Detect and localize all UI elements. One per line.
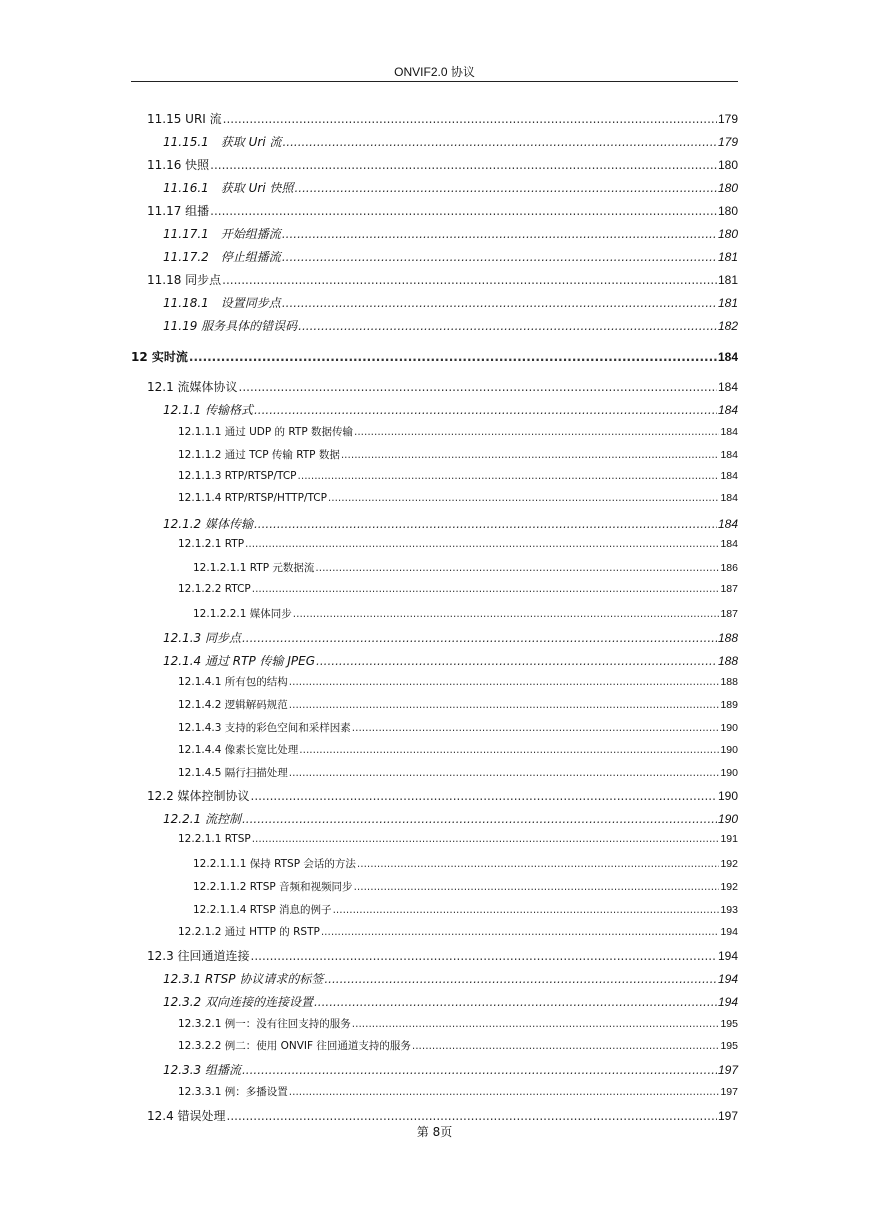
toc-leader-dots [252,583,720,595]
toc-entry[interactable] [163,401,738,418]
toc-entry[interactable] [147,202,738,219]
toc-entry-page-number: 180 [717,181,738,195]
toc-entry[interactable] [147,156,738,173]
toc-entry-label: 12.2.1 流控制 [163,812,241,826]
toc-leader-dots [227,1109,717,1123]
toc-entry-label: 12.4 错误处理 [147,1109,226,1123]
toc-leader-dots [412,1040,720,1052]
toc-entry[interactable] [178,924,738,939]
toc-entry[interactable] [193,879,738,894]
toc-entry-page-number: 180 [717,204,738,218]
toc-entry-label: 12 实时流 [131,350,188,364]
toc-leader-dots [352,722,720,734]
toc-entry[interactable] [178,447,738,462]
toc-entry-page-number: 181 [717,273,738,287]
toc-entry[interactable] [163,317,738,334]
toc-entry-label: 11.15.1 获取 Uri 流 [163,135,282,149]
toc-entry-page-number: 191 [720,833,738,845]
toc-entry[interactable] [147,947,738,964]
toc-entry-label: 12.1.3 同步点 [163,631,241,645]
toc-leader-dots [210,158,717,172]
toc-entry[interactable] [193,606,738,621]
toc-entry-page-number: 192 [720,881,738,893]
toc-leader-dots [254,403,717,417]
toc-entry-label: 12.1.4.3 支持的彩色空间和采样因素 [178,722,351,734]
toc-entry-page-number: 181 [717,250,738,264]
toc-leader-dots [210,204,717,218]
toc-entry-label: 12.3.2.2 例二：使用 ONVIF 往回通道支持的服务 [178,1040,411,1052]
toc-entry[interactable] [178,742,738,757]
toc-entry-page-number: 184 [720,492,738,504]
toc-entry-page-number: 184 [720,538,738,550]
toc-entry-page-number: 197 [717,1109,738,1123]
toc-entry-page-number: 190 [720,722,738,734]
toc-entry-label: 12.3 往回通道连接 [147,949,250,963]
toc-entry-page-number: 179 [717,112,738,126]
toc-leader-dots [222,273,717,287]
toc-leader-dots [293,608,720,620]
toc-entry[interactable] [163,179,738,196]
toc-leader-dots [189,350,717,364]
toc-entry-label: 12.2 媒体控制协议 [147,789,250,803]
toc-leader-dots [314,995,717,1009]
toc-entry-label: 12.1.2.1 RTP [178,538,245,550]
toc-entry-label: 12.1.4.5 隔行扫描处理 [178,767,288,779]
toc-entry-label: 12.1.1.2 通过 TCP 传输 RTP 数据 [178,449,340,461]
toc-leader-dots [242,631,717,645]
toc-entry-label: 12.3.3 组播流 [163,1063,241,1077]
toc-entry-label: 12.1.2.1.1 RTP 元数据流 [193,562,315,574]
toc-entry[interactable] [178,1038,738,1053]
toc-leader-dots [315,562,719,574]
toc-entry-label: 12.2.1.1.4 RTSP 消息的例子 [193,904,332,916]
toc-leader-dots [254,517,717,531]
toc-entry[interactable] [178,470,738,482]
toc-entry-label: 12.2.1.1.1 保持 RTSP 会话的方法 [193,858,356,870]
toc-entry[interactable] [163,993,738,1010]
toc-leader-dots [333,904,720,916]
toc-entry-page-number: 193 [720,904,738,916]
toc-entry-label: 12.1.2.2 RTCP [178,583,251,595]
toc-entry-label: 12.1.1.3 RTP/RTSP/TCP [178,470,297,482]
toc-entry-page-number: 180 [717,158,738,172]
toc-entry-page-number: 188 [717,654,738,668]
toc-entry-label: 11.17 组播 [147,204,210,218]
toc-leader-dots [289,699,720,711]
toc-entry-label: 11.16 快照 [147,158,210,172]
toc-entry-page-number: 184 [720,449,738,461]
toc-leader-dots [251,789,717,803]
toc-leader-dots [289,1086,720,1098]
toc-entry[interactable] [193,856,738,871]
toc-entry-page-number: 195 [720,1018,738,1030]
toc-entry[interactable] [163,1061,738,1078]
toc-leader-dots [298,319,717,333]
toc-entry-page-number: 187 [720,608,738,620]
toc-entry[interactable] [131,348,738,365]
toc-entry-label: 11.15 URI 流 [147,112,222,126]
toc-leader-dots [299,744,719,756]
toc-entry-page-number: 194 [717,949,738,963]
toc-leader-dots [357,858,720,870]
toc-entry[interactable] [163,248,738,265]
toc-entry[interactable] [178,697,738,712]
toc-entry-page-number: 187 [720,583,738,595]
toc-entry[interactable] [163,133,738,150]
toc-entry[interactable] [178,674,738,689]
toc-entry-page-number: 195 [720,1040,738,1052]
toc-entry[interactable] [147,1107,738,1124]
toc-leader-dots [341,449,720,461]
toc-entry[interactable] [178,492,738,504]
toc-leader-dots [298,470,720,482]
toc-leader-dots [321,926,720,938]
toc-entry[interactable] [163,225,738,242]
toc-entry-page-number: 188 [717,631,738,645]
toc-entry-label: 12.1.1.1 通过 UDP 的 RTP 数据传输 [178,426,353,438]
toc-entry-label: 11.18.1 设置同步点 [163,296,281,310]
toc-entry-page-number: 192 [720,858,738,870]
toc-entry-label: 11.17.2 停止组播流 [163,250,281,264]
toc-entry-label: 11.16.1 获取 Uri 快照 [163,181,294,195]
toc-entry-page-number: 190 [720,767,738,779]
toc-entry-label: 12.2.1.2 通过 HTTP 的 RSTP [178,926,320,938]
toc-entry-label: 11.19 服务具体的错误码 [163,319,298,333]
toc-entry-label: 12.1.4 通过 RTP 传输 JPEG [163,654,315,668]
toc-entry-label: 12.1.2 媒体传输 [163,517,253,531]
toc-entry[interactable] [178,833,738,845]
toc-entry-label: 11.17.1 开始组播流 [163,227,281,241]
toc-entry-page-number: 188 [720,676,738,688]
toc-entry[interactable] [163,810,738,827]
toc-entry[interactable] [178,1016,738,1031]
toc-entry-page-number: 190 [717,812,738,826]
toc-leader-dots [294,181,716,195]
toc-entry[interactable] [178,583,738,595]
toc-leader-dots [252,833,720,845]
toc-entry-label: 11.18 同步点 [147,273,222,287]
toc-entry[interactable] [163,652,738,669]
toc-entry-page-number: 184 [717,350,738,364]
toc-entry[interactable] [178,538,738,550]
toc-entry-page-number: 184 [717,403,738,417]
toc-entry[interactable] [178,720,738,735]
toc-entry[interactable] [178,424,738,439]
toc-entry-page-number: 184 [717,517,738,531]
toc-entry-label: 12.3.3.1 例：多播设置 [178,1086,288,1098]
toc-entry[interactable] [178,765,738,780]
toc-leader-dots [354,426,719,438]
toc-leader-dots [282,296,717,310]
toc-entry-page-number: 197 [720,1086,738,1098]
toc-entry-label: 12.1.4.2 逻辑解码规范 [178,699,288,711]
toc-leader-dots [282,250,717,264]
toc-leader-dots [282,227,717,241]
toc-entry-label: 12.1.2.2.1 媒体同步 [193,608,292,620]
toc-entry[interactable] [163,515,738,532]
toc-leader-dots [354,881,720,893]
toc-leader-dots [352,1018,720,1030]
toc-entry[interactable] [193,902,738,917]
toc-leader-dots [289,676,720,688]
toc-entry-page-number: 194 [720,926,738,938]
toc-entry-page-number: 184 [720,470,738,482]
toc-entry[interactable] [163,629,738,646]
toc-leader-dots [245,538,719,550]
toc-leader-dots [242,1063,717,1077]
toc-entry-page-number: 184 [720,426,738,438]
toc-entry-label: 12.3.2 双向连接的连接设置 [163,995,313,1009]
toc-entry-label: 12.3.2.1 例一：没有往回支持的服务 [178,1018,351,1030]
toc-entry-label: 12.1.1 传输格式 [163,403,253,417]
toc-leader-dots [239,380,717,394]
toc-entry-page-number: 194 [717,995,738,1009]
toc-leader-dots [324,972,717,986]
toc-entry-page-number: 179 [717,135,738,149]
toc-entry[interactable] [178,1084,738,1099]
toc-leader-dots [282,135,716,149]
toc-leader-dots [289,767,720,779]
toc-entry-label: 12.3.1 RTSP 协议请求的标签 [163,972,324,986]
toc-entry-label: 12.1.1.4 RTP/RTSP/HTTP/TCP [178,492,327,504]
toc-entry-page-number: 186 [720,562,738,574]
toc-entry-page-number: 190 [720,744,738,756]
toc-leader-dots [316,654,717,668]
toc-entry-page-number: 181 [717,296,738,310]
toc-leader-dots [223,112,717,126]
toc-entry[interactable] [147,110,738,127]
toc-entry-page-number: 190 [717,789,738,803]
toc-entry[interactable] [163,294,738,311]
toc-entry-page-number: 189 [720,699,738,711]
toc-entry[interactable] [147,378,738,395]
toc-entry-label: 12.2.1.1 RTSP [178,833,251,845]
page-header-title: ONVIF2.0 协议 [394,65,475,79]
toc-leader-dots [328,492,720,504]
toc-entry-page-number: 194 [717,972,738,986]
page-footer-number: 第 8页 [416,1125,453,1139]
toc-entry[interactable] [147,787,738,804]
toc-leader-dots [242,812,717,826]
toc-entry-page-number: 197 [717,1063,738,1077]
toc-entry[interactable] [163,970,738,987]
toc-entry[interactable] [147,271,738,288]
toc-entry[interactable] [193,560,738,575]
toc-entry-label: 12.1.4.1 所有包的结构 [178,676,288,688]
toc-entry-label: 12.1 流媒体协议 [147,380,238,394]
toc-entry-page-number: 182 [717,319,738,333]
toc-entry-page-number: 180 [717,227,738,241]
toc-entry-page-number: 184 [717,380,738,394]
toc-entry-label: 12.1.4.4 像素长宽比处理 [178,744,299,756]
toc-leader-dots [251,949,717,963]
toc-entry-label: 12.2.1.1.2 RTSP 音频和视频同步 [193,881,353,893]
